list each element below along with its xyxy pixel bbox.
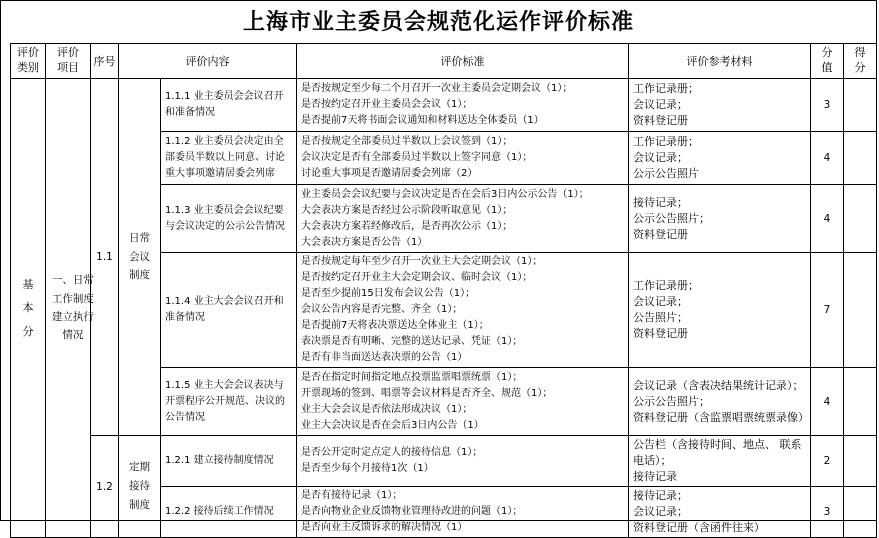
material-line: 会议记录； bbox=[633, 98, 688, 111]
serial-cell-1-1: 1.1 bbox=[91, 79, 119, 436]
material-line: 接待记录； bbox=[633, 489, 688, 502]
content-cell: 1.1.3 业主委员会会议纪要与会议决定的公示公告情况 bbox=[161, 185, 297, 253]
page-title: 上海市业主委员会规范化运作评价标准 bbox=[242, 10, 634, 35]
header-row bbox=[11, 44, 877, 79]
material-line: 接待记录； bbox=[633, 195, 688, 209]
standard-line: 是否至少每个月接待1次（1） bbox=[301, 463, 434, 474]
standard-line: 讨论重大事项是否邀请居委会列席（2） bbox=[301, 168, 478, 179]
score-cell: 2 bbox=[811, 436, 844, 487]
material-line: 会议记录； bbox=[633, 295, 688, 308]
group-cell-1-2: 定期接待制度 bbox=[119, 436, 161, 538]
header-score: 分值 bbox=[811, 44, 844, 79]
content-cell: 1.2.1 建立接待制度情况 bbox=[161, 436, 297, 487]
serial-cell-1-2: 1.2 bbox=[91, 436, 119, 538]
header-standard: 评价标准 bbox=[297, 44, 629, 79]
standard-cell bbox=[297, 79, 629, 132]
score-cell: 3 bbox=[811, 79, 844, 132]
standard-line: 会议决定是否有全部委员过半数以上签字同意（1）； bbox=[301, 152, 533, 163]
header-content: 评价内容 bbox=[119, 44, 297, 79]
material-line: 资料登记册 bbox=[633, 114, 688, 127]
earned-score-cell bbox=[844, 487, 877, 538]
standard-line: 是否公开定时定点定人的接待信息（1）； bbox=[301, 447, 483, 458]
material-line: 工作记录册； bbox=[633, 135, 699, 148]
content-cell: 1.1.2 业主委员会决定由全部委员半数以上同意、讨论重大事项邀请居委会列席 bbox=[161, 132, 297, 185]
header-materials: 评价参考材料 bbox=[629, 44, 811, 79]
standard-line: 大会表决方案是否公告（1） bbox=[301, 236, 428, 248]
material-line: 公告栏（含接待时间、地点、 联系电话）； bbox=[633, 438, 802, 467]
score-cell: 3 bbox=[811, 487, 844, 538]
material-line: 会议记录； bbox=[633, 505, 688, 518]
materials-cell bbox=[629, 253, 811, 368]
material-line: 接待记录 bbox=[633, 470, 677, 483]
material-line: 公示公告照片； bbox=[633, 211, 710, 225]
standard-line: 是否在指定时间指定地点投票监票唱票统票（1）； bbox=[301, 371, 523, 383]
header-category: 评价类别 bbox=[11, 44, 46, 79]
material-line: 资料登记册（含监票唱票统票录像） bbox=[633, 410, 809, 424]
score-cell: 7 bbox=[811, 253, 844, 368]
score-cell: 4 bbox=[811, 368, 844, 436]
evaluation-table bbox=[10, 43, 877, 538]
standard-line: 是否按规定至少每二个月召开一次业主委员会定期会议（1）； bbox=[301, 83, 573, 94]
standard-line: 是否按规定全部委员过半数以上会议签到（1）； bbox=[301, 136, 513, 147]
material-line: 资料登记册（含函件往来） bbox=[633, 521, 765, 534]
header-earned: 得分 bbox=[844, 44, 877, 79]
standard-cell bbox=[297, 436, 629, 487]
standard-line: 是否按约定召开业主委员会会议（1）； bbox=[301, 99, 473, 110]
score-cell: 4 bbox=[811, 132, 844, 185]
standard-line: 是否按约定召开业主大会定期会议、临时会议（1）； bbox=[301, 272, 533, 283]
standard-cell bbox=[297, 253, 629, 368]
standard-cell bbox=[297, 132, 629, 185]
header-serial: 序号 bbox=[91, 44, 119, 79]
standard-line: 是否至少提前15日发布会议公告（1）； bbox=[301, 288, 476, 299]
materials-cell bbox=[629, 487, 811, 538]
table-row-1-1-1 bbox=[11, 79, 877, 132]
material-line: 资料登记册 bbox=[633, 327, 688, 340]
standard-line: 是否有接待记录（1）； bbox=[301, 490, 403, 501]
project-cell: 一、日常工作制度建立执行情况 bbox=[46, 79, 91, 538]
material-line: 公示公告照片； bbox=[633, 394, 710, 408]
material-line: 会议记录； bbox=[633, 151, 688, 164]
materials-cell bbox=[629, 132, 811, 185]
material-line: 工作记录册； bbox=[633, 82, 699, 95]
content-cell: 1.1.4 业主大会会议召开和准备情况 bbox=[161, 253, 297, 368]
standard-line: 是否按规定每年至少召开一次业主大会定期会议（1）； bbox=[301, 256, 543, 267]
material-line: 会议记录（含表决结果统计记录）； bbox=[633, 378, 804, 392]
material-line: 公示公告照片 bbox=[633, 167, 699, 180]
materials-cell bbox=[629, 436, 811, 487]
standard-line: 是否向业主反馈诉求的解决情况（1） bbox=[301, 522, 468, 533]
category-cell: 基本分 bbox=[11, 79, 46, 538]
material-line: 资料登记册 bbox=[633, 227, 688, 241]
earned-score-cell bbox=[844, 185, 877, 253]
material-line: 工作记录册； bbox=[633, 279, 699, 292]
standard-line: 是否有非当面送达表决票的公告（1） bbox=[301, 352, 468, 363]
standard-line: 是否向物业企业反馈物业管理待改进的问题（1）； bbox=[301, 506, 523, 517]
material-line: 公告照片； bbox=[633, 311, 688, 324]
score-cell: 4 bbox=[811, 185, 844, 253]
materials-cell bbox=[629, 185, 811, 253]
standard-cell bbox=[297, 368, 629, 436]
standard-cell bbox=[297, 185, 629, 253]
standard-line: 会议公告内容是否完整、齐全（1）； bbox=[301, 304, 463, 315]
earned-score-cell bbox=[844, 368, 877, 436]
earned-score-cell bbox=[844, 253, 877, 368]
table-row-1-2-1 bbox=[11, 436, 877, 487]
content-cell: 1.1.1 业主委员会会议召开和准备情况 bbox=[161, 79, 297, 132]
standard-line: 大会表决方案是否经过公示阶段听取意见（1）； bbox=[301, 204, 513, 216]
header-project: 评价项目 bbox=[46, 44, 91, 79]
standard-cell bbox=[297, 487, 629, 538]
standard-line: 业主大会会议是否依法形成决议（1）； bbox=[301, 403, 473, 415]
standard-line: 表决票是否有明晰、完整的送达记录、凭证（1）； bbox=[301, 336, 523, 347]
content-cell: 1.1.5 业主大会会议表决与开票程序公开规范、决议的公告情况 bbox=[161, 368, 297, 436]
earned-score-cell bbox=[844, 436, 877, 487]
content-cell: 1.2.2 接待后续工作情况 bbox=[161, 487, 297, 538]
standard-line: 业主大会决议是否在会后3日内公告（1） bbox=[301, 419, 484, 431]
group-cell-1-1: 日常会议制度 bbox=[119, 79, 161, 436]
standard-line: 大会表决方案若经修改后，是否再次公示（1）； bbox=[301, 220, 513, 232]
materials-cell bbox=[629, 79, 811, 132]
standard-line: 业主委员会会议纪要与会议决定是否在会后3日内公示公告（1）； bbox=[301, 188, 589, 200]
standard-line: 是否提前7天将书面会议通知和材料送达全体委员（1） bbox=[301, 115, 544, 126]
standard-line: 开票现场的签到、唱票等会议材料是否齐全、规范（1）； bbox=[301, 387, 553, 399]
materials-cell bbox=[629, 368, 811, 436]
standard-line: 是否提前7天将表决票送达全体业主（1）； bbox=[301, 320, 489, 331]
earned-score-cell bbox=[844, 79, 877, 132]
earned-score-cell bbox=[844, 132, 877, 185]
